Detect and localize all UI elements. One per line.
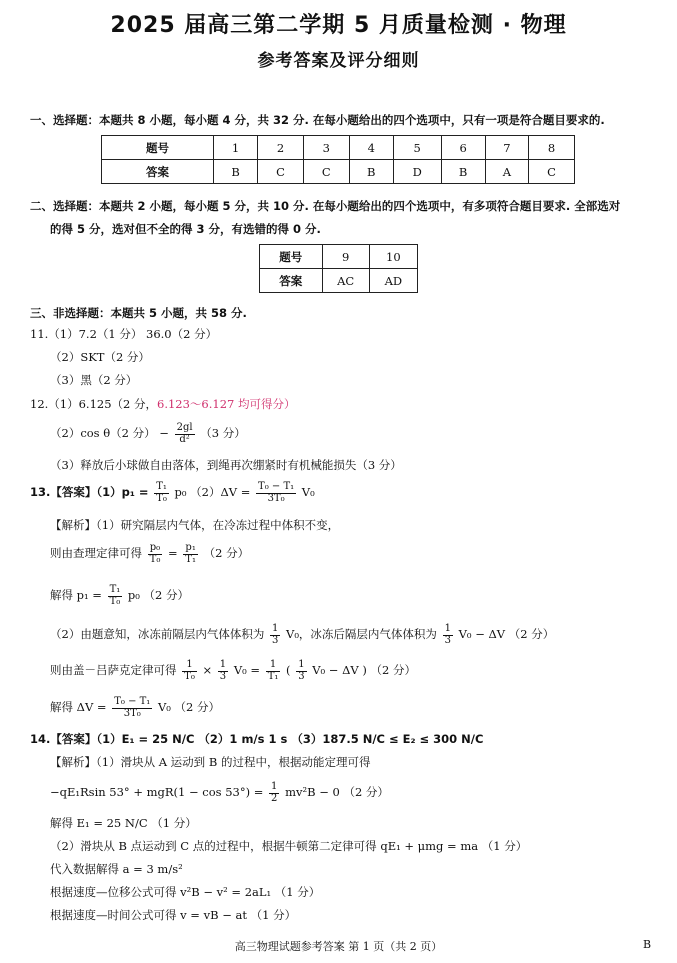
numerator: T₁ — [156, 481, 167, 492]
answer-cell: C — [303, 160, 349, 184]
fraction — [270, 624, 280, 646]
q13-analysis-line5 — [50, 660, 416, 682]
q13-answer-end: V₀ — [301, 485, 315, 499]
question-number: 9 — [322, 245, 369, 269]
row-label: 题号 — [102, 136, 214, 160]
numerator: T₁ — [109, 584, 121, 595]
fraction — [269, 782, 279, 804]
answer-cell: C — [529, 160, 575, 184]
q11-line2: （2）SKT（2 分） — [50, 350, 150, 364]
q12-answer: 12.（1）6.125（2 分， — [30, 397, 157, 411]
section1-heading: 一、选择题：本题共 8 小题，每小题 4 分，共 32 分. 在每小题给出的四个选项中，只有一项是符合题目要求的. — [30, 113, 605, 127]
answer-cell: C — [258, 160, 304, 184]
fraction — [256, 482, 296, 504]
fraction — [175, 423, 195, 445]
denominator: T₁ — [267, 670, 279, 682]
denominator: T₁ — [185, 553, 196, 565]
text: V₀ （2 分） — [157, 700, 221, 714]
table-row — [260, 245, 418, 269]
text: 解得 p₁ = — [50, 588, 102, 602]
q14-analysis-line5: 代入数据解得 a = 3 m/s² — [50, 862, 183, 876]
text: V₀ − ΔV ) （2 分） — [312, 663, 416, 677]
q12-line3: （3）释放后小球做自由落体，到绳再次绷紧时有机械能损失（3 分） — [50, 458, 402, 472]
table-row — [260, 269, 418, 293]
q13-answer-mid: p₀ （2）ΔV = — [174, 485, 251, 499]
denominator: T₀ — [149, 553, 161, 565]
answer-table-2 — [259, 244, 418, 293]
question-number: 3 — [303, 136, 349, 160]
text: 解得 ΔV = — [50, 700, 107, 714]
text: p₀ （2 分） — [127, 588, 190, 602]
text: 则由盖－吕萨克定律可得 — [50, 663, 177, 677]
denominator: T₀ — [156, 492, 167, 504]
section3-heading: 三、非选择题：本题共 5 小题，共 58 分. — [30, 306, 247, 320]
fraction — [112, 697, 152, 719]
fraction — [148, 543, 163, 565]
numerator: 1 — [271, 781, 278, 792]
score: （2 分） — [203, 546, 250, 560]
answer-cell: A — [485, 160, 528, 184]
text: mv²B − 0 （2 分） — [285, 785, 389, 799]
q12-line1 — [30, 398, 296, 412]
text: 则由查理定律可得 — [50, 546, 142, 560]
q13-answer-label: 13.【答案】（1）p₁ = — [30, 485, 149, 499]
q14-analysis-line2 — [50, 782, 389, 804]
q14-analysis-line3: 解得 E₁ = 25 N/C （1 分） — [50, 816, 197, 830]
row-label: 答案 — [102, 160, 214, 184]
q11-line3: （3）黑（2 分） — [50, 373, 138, 387]
page-title: 2025 届高三第二学期 5 月质量检测 · 物理 — [110, 13, 567, 38]
page-footer: 高三物理试题参考答案 第 1 页（共 2 页） — [234, 940, 443, 953]
question-number: 1 — [214, 136, 258, 160]
question-number: 4 — [349, 136, 393, 160]
section2-heading-line2: 的得 5 分，选对但不全的得 3 分，有选错的得 0 分. — [50, 222, 321, 236]
numerator: 2gl — [176, 422, 193, 433]
denominator: 3T₀ — [267, 492, 285, 504]
text: −qE₁Rsin 53° + mgR(1 − cos 53°) = — [50, 785, 264, 799]
text: V₀ − ΔV （2 分） — [458, 627, 555, 641]
denominator: 3T₀ — [123, 707, 141, 719]
q13-analysis-line6 — [50, 697, 220, 719]
paper-version-label: B — [643, 938, 652, 951]
answer-cell: B — [441, 160, 485, 184]
denominator: T₀ — [184, 670, 195, 682]
fraction — [218, 660, 228, 682]
text: × — [202, 663, 213, 677]
q14-analysis-line7: 根据速度—时间公式可得 v = vB − at （1 分） — [50, 908, 297, 922]
numerator: 1 — [298, 659, 305, 670]
answer-cell: AD — [369, 269, 417, 293]
fraction — [154, 482, 169, 504]
answer-cell: AC — [322, 269, 369, 293]
q12-range-note: 6.123～6.127 均可得分） — [157, 397, 296, 411]
row-label: 题号 — [260, 245, 323, 269]
question-number: 2 — [258, 136, 304, 160]
denominator: 3 — [271, 634, 279, 646]
denominator: 2 — [271, 792, 278, 804]
question-number: 7 — [485, 136, 528, 160]
answer-cell: D — [393, 160, 441, 184]
text: （2）由题意知，冰冻前隔层内气体体积为 — [50, 627, 265, 641]
numerator: 1 — [271, 623, 279, 634]
question-number: 6 — [441, 136, 485, 160]
numerator: p₀ — [148, 543, 163, 555]
q14-answer: 14.【答案】（1）E₁ = 25 N/C （2）1 m/s 1 s （3）187.5 N/C ≤ E₂ ≤ 300 N/C — [30, 732, 484, 746]
denominator: 3 — [444, 634, 451, 646]
q14-analysis-line6: 根据速度—位移公式可得 v²B − v² = 2aL₁ （1 分） — [50, 885, 321, 899]
denominator: d² — [179, 433, 190, 445]
table-row — [102, 136, 575, 160]
q13-analysis-line1: 【解析】（1）研究隔层内气体，在冷冻过程中体积不变， — [50, 518, 340, 532]
numerator: 1 — [182, 660, 197, 672]
fraction — [183, 543, 198, 565]
q12-part2-label: （2）cos θ（2 分） − — [50, 426, 169, 440]
numerator: 1 — [266, 660, 281, 672]
table-row — [102, 160, 575, 184]
question-number: 8 — [529, 136, 575, 160]
numerator: 1 — [219, 659, 227, 670]
answer-cell: B — [214, 160, 258, 184]
row-label: 答案 — [260, 269, 323, 293]
section2-heading-line1: 二、选择题：本题共 2 小题，每小题 5 分，共 10 分. 在每小题给出的四个选项中，有多项符合题目要求. 全部选对 — [30, 199, 621, 213]
numerator: p₁ — [183, 543, 198, 555]
text: V₀，冰冻后隔层内气体体积为 — [286, 627, 437, 641]
text: = — [168, 546, 178, 560]
q13-analysis-line3 — [50, 585, 189, 607]
fraction — [182, 660, 197, 682]
q12-line2 — [50, 423, 246, 445]
q11-line1: 11.（1）7.2（1 分） 36.0（2 分） — [30, 327, 218, 341]
q13-analysis-line4 — [50, 624, 554, 646]
numerator: 1 — [444, 623, 451, 634]
q14-analysis-line4: （2）滑块从 B 点运动到 C 点的过程中，根据牛顿第二定律可得 qE₁ + μmg = ma （1 分） — [50, 839, 528, 853]
text: ( — [286, 663, 291, 677]
fraction — [108, 585, 123, 607]
fraction — [266, 660, 281, 682]
q13-analysis-line2 — [50, 543, 249, 565]
q12-part2-score: （3 分） — [200, 426, 246, 440]
text: V₀ = — [233, 663, 261, 677]
answer-cell: B — [349, 160, 393, 184]
denominator: 3 — [219, 670, 227, 682]
fraction — [296, 660, 306, 682]
numerator: T₀ − T₁ — [258, 481, 295, 492]
question-number: 10 — [369, 245, 417, 269]
answer-table-1 — [101, 135, 575, 184]
q14-analysis-line1: 【解析】（1）滑块从 A 运动到 B 的过程中，根据动能定理可得 — [50, 755, 371, 769]
denominator: 3 — [298, 670, 305, 682]
question-number: 5 — [393, 136, 441, 160]
q13-answer — [30, 482, 315, 504]
page-subtitle: 参考答案及评分细则 — [257, 51, 420, 71]
numerator: T₀ − T₁ — [114, 696, 151, 707]
denominator: T₀ — [109, 595, 121, 607]
fraction — [443, 624, 453, 646]
